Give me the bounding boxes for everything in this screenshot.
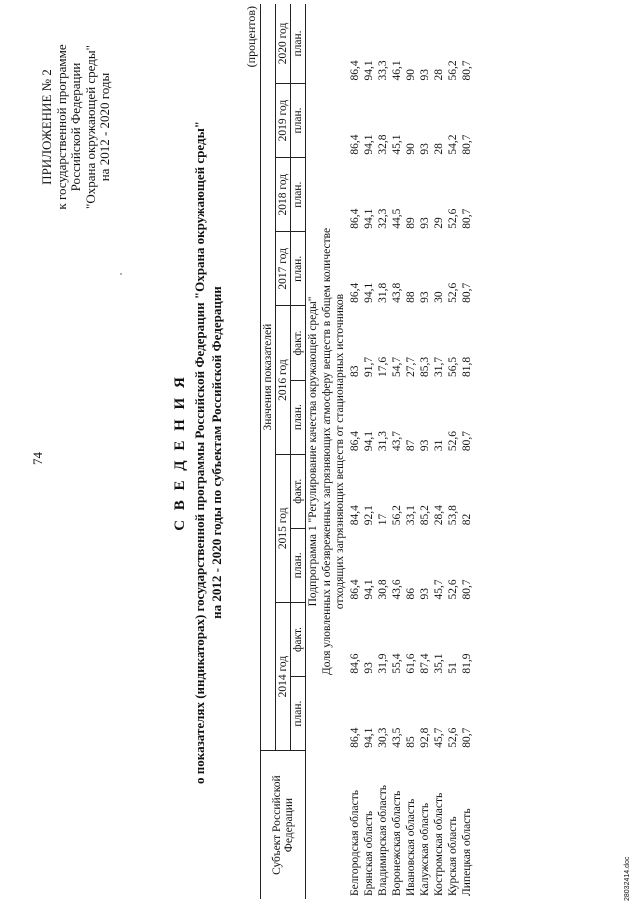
document-subtitle-2: на 2012 - 2020 годы по субъектам Российской Федерации bbox=[209, 286, 224, 619]
value-cell: 80,7 bbox=[461, 727, 473, 748]
values-header: Значения показателей bbox=[261, 4, 276, 751]
value-cell: 94,1 bbox=[363, 134, 375, 155]
value-cell: 31,3 bbox=[377, 431, 389, 452]
value-cell: 94,1 bbox=[363, 60, 375, 81]
value-cell: 56,5 bbox=[447, 356, 459, 378]
value-cell: 43,8 bbox=[391, 282, 403, 303]
value-cell: 52,6 bbox=[447, 208, 459, 229]
value-cell: 93 bbox=[419, 439, 431, 452]
indicator-label bbox=[320, 4, 348, 899]
value-cell: 46,1 bbox=[391, 60, 403, 81]
value-cell: 90 bbox=[405, 68, 417, 81]
region-name: Липецкая область bbox=[461, 808, 473, 896]
table-row bbox=[404, 4, 418, 899]
region-name: Брянская область bbox=[363, 810, 375, 896]
value-cell: 87 bbox=[405, 439, 417, 452]
value-cell: 56,2 bbox=[447, 60, 459, 81]
plan-header: план. bbox=[291, 158, 306, 232]
region-name: Калужская область bbox=[419, 802, 431, 896]
table-row bbox=[376, 4, 390, 899]
value-cell: 93 bbox=[419, 68, 431, 81]
region-name: Белгородская область bbox=[349, 790, 361, 896]
value-cell: 80,7 bbox=[461, 282, 473, 303]
table-row bbox=[362, 4, 376, 899]
value-cell: 85 bbox=[405, 736, 417, 748]
value-cell: 31,9 bbox=[377, 653, 389, 674]
value-cell: 27,7 bbox=[405, 356, 417, 378]
year-header: 2018 год bbox=[276, 158, 291, 232]
year-header: 2015 год bbox=[276, 454, 291, 602]
value-cell: 86,4 bbox=[349, 282, 361, 303]
fact-header: факт. bbox=[291, 306, 306, 380]
year-header: 2014 год bbox=[276, 602, 291, 750]
value-cell: 83 bbox=[349, 365, 361, 378]
value-cell: 80,7 bbox=[461, 60, 473, 81]
value-cell: 93 bbox=[363, 662, 375, 674]
value-cell: 93 bbox=[419, 217, 431, 229]
value-cell: 30 bbox=[433, 291, 445, 303]
value-cell: 29 bbox=[433, 217, 445, 229]
value-cell: 86,4 bbox=[349, 431, 361, 452]
value-cell: 45,1 bbox=[391, 134, 403, 155]
value-cell: 85,3 bbox=[419, 356, 431, 378]
fact-header: факт. bbox=[291, 454, 306, 528]
value-cell: 81,9 bbox=[461, 653, 473, 674]
year-header: 2017 год bbox=[276, 232, 291, 306]
value-cell: 43,6 bbox=[391, 579, 403, 600]
value-cell: 94,1 bbox=[363, 282, 375, 303]
value-cell: 93 bbox=[419, 587, 431, 600]
plan-header: план. bbox=[291, 380, 306, 454]
value-cell: 28 bbox=[433, 143, 445, 155]
value-cell: 89 bbox=[405, 217, 417, 229]
table-row bbox=[432, 4, 446, 899]
value-cell: 43,7 bbox=[391, 431, 403, 452]
value-cell: 84,6 bbox=[349, 653, 361, 674]
page-number: 74 bbox=[30, 452, 45, 465]
plan-header: план. bbox=[291, 677, 306, 751]
value-cell: 28,4 bbox=[433, 505, 445, 526]
value-cell: 94,1 bbox=[363, 208, 375, 229]
table-row bbox=[446, 4, 460, 899]
plan-header: план. bbox=[291, 4, 306, 83]
file-footer: 28032414.doc bbox=[624, 856, 631, 901]
region-name: Ивановская область bbox=[405, 798, 417, 896]
value-cell: 54,2 bbox=[447, 134, 459, 155]
appendix-line: на 2012 - 2020 годы bbox=[97, 72, 112, 182]
value-cell: 80,7 bbox=[461, 431, 473, 452]
region-name: Костромская область bbox=[433, 792, 445, 896]
value-cell: 84,4 bbox=[349, 505, 361, 526]
region-name: Курская область bbox=[447, 816, 459, 896]
plan-header: план. bbox=[291, 528, 306, 602]
units-label: (процентов) bbox=[244, 6, 258, 68]
value-cell: 45,7 bbox=[433, 727, 445, 748]
value-cell: 80,7 bbox=[461, 579, 473, 600]
value-cell: 53,8 bbox=[447, 505, 459, 526]
value-cell: 94,1 bbox=[363, 727, 375, 748]
year-header: 2019 год bbox=[276, 83, 291, 157]
value-cell: 92,1 bbox=[363, 505, 375, 526]
scan-speck bbox=[120, 273, 122, 275]
value-cell: 52,6 bbox=[447, 727, 459, 748]
fact-header: факт. bbox=[291, 602, 306, 676]
value-cell: 86,4 bbox=[349, 134, 361, 155]
table-row bbox=[460, 4, 474, 899]
value-cell: 17 bbox=[377, 513, 389, 526]
value-cell: 80,7 bbox=[461, 208, 473, 229]
region-name: Воронежская область bbox=[391, 790, 403, 896]
value-cell: 28 bbox=[433, 68, 445, 81]
value-cell: 56,2 bbox=[391, 505, 403, 526]
value-cell: 85,2 bbox=[419, 505, 431, 526]
plan-header: план. bbox=[291, 232, 306, 306]
value-cell: 52,6 bbox=[447, 579, 459, 600]
value-cell: 32,3 bbox=[377, 208, 389, 229]
value-cell: 61,6 bbox=[405, 653, 417, 674]
value-cell: 93 bbox=[419, 291, 431, 303]
value-cell: 52,6 bbox=[447, 431, 459, 452]
document-subtitle: о показателях (индикаторах) государственной программы Российской Федерации "Охрана окружающей среды" bbox=[192, 121, 207, 784]
value-cell: 94,1 bbox=[363, 579, 375, 600]
value-cell: 45,7 bbox=[433, 579, 445, 600]
value-cell: 31 bbox=[433, 439, 445, 452]
table-row bbox=[418, 4, 432, 899]
year-header: 2016 год bbox=[276, 306, 291, 454]
value-cell: 82 bbox=[461, 513, 473, 526]
plan-header: план. bbox=[291, 83, 306, 157]
value-cell: 33,1 bbox=[405, 505, 417, 526]
document-title: С В Е Д Е Н И Я bbox=[172, 374, 188, 531]
value-cell: 91,7 bbox=[363, 356, 375, 378]
value-cell: 94,1 bbox=[363, 431, 375, 452]
value-cell: 92,8 bbox=[419, 727, 431, 748]
value-cell: 52,6 bbox=[447, 282, 459, 303]
table-row bbox=[348, 4, 362, 899]
value-cell: 93 bbox=[419, 143, 431, 155]
table-row bbox=[390, 4, 404, 899]
appendix-line: Российской Федерации bbox=[68, 62, 83, 192]
appendix-line: к государственной программе bbox=[53, 44, 69, 210]
indicator-text: Доля уловленных и обезвреженных загрязняющих атмосферу веществ в общем количестве отходящих загрязняющих веществ от стационарных источников bbox=[321, 227, 346, 676]
value-cell: 90 bbox=[405, 143, 417, 155]
value-cell: 54,7 bbox=[391, 356, 403, 378]
value-cell: 32,8 bbox=[377, 134, 389, 155]
region-name: Владимирская область bbox=[377, 784, 389, 896]
indicators-table bbox=[260, 4, 474, 899]
subprogram-label: Подпрограмма 1 "Регулирование качества окружающей среды" bbox=[307, 296, 319, 607]
value-cell: 81,8 bbox=[461, 356, 473, 378]
appendix-line: ПРИЛОЖЕНИЕ № 2 bbox=[39, 69, 54, 185]
value-cell: 30,8 bbox=[377, 579, 389, 600]
value-cell: 87,4 bbox=[419, 653, 431, 674]
value-cell: 31,7 bbox=[433, 356, 445, 378]
subject-header: Субъект Российской Федерации bbox=[261, 751, 306, 899]
value-cell: 86,4 bbox=[349, 208, 361, 229]
value-cell: 80,7 bbox=[461, 134, 473, 155]
value-cell: 17,6 bbox=[377, 356, 389, 378]
value-cell: 86 bbox=[405, 587, 417, 600]
value-cell: 30,3 bbox=[377, 727, 389, 748]
value-cell: 31,8 bbox=[377, 282, 389, 303]
value-cell: 55,4 bbox=[391, 653, 403, 674]
value-cell: 86,4 bbox=[349, 727, 361, 748]
value-cell: 88 bbox=[405, 291, 417, 303]
value-cell: 43,5 bbox=[391, 727, 403, 748]
value-cell: 86,4 bbox=[349, 60, 361, 81]
appendix-line: "Охрана окружающей среды" bbox=[82, 45, 98, 209]
year-header: 2020 год bbox=[276, 4, 291, 83]
appendix-block bbox=[40, 12, 113, 242]
value-cell: 86,4 bbox=[349, 579, 361, 600]
value-cell: 33,3 bbox=[377, 60, 389, 81]
value-cell: 51 bbox=[447, 662, 459, 674]
value-cell: 44,5 bbox=[391, 208, 403, 229]
value-cell: 35,1 bbox=[433, 653, 445, 674]
